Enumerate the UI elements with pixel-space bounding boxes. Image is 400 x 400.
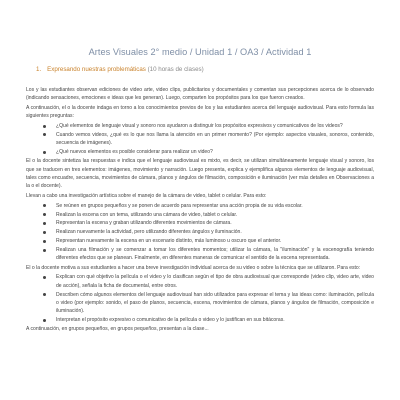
- bullet-icon: [43, 293, 46, 296]
- paragraph: Llevan a cabo una investigación artística sobre el manejo de la cámara de video, tablet o celular. Para esto:: [26, 192, 267, 199]
- list-item: Describen cómo algunos elementos del lenguaje audiovisual han sido utilizados para expresar el tema y las ideas como: iluminación, película o video (por ejemplo: sonido, el paso de planos, secuencia, escena, movimientos de cámara, planos y ángulos de filmación, composición e iluminación).: [56, 291, 374, 316]
- list-item: Representan nuevamente la escena en un escenario distinto, más luminoso u oscuro que el anterior.: [56, 237, 374, 245]
- bullet-icon: [43, 276, 46, 279]
- list-item: Se reúnen en grupos pequeños y se ponen de acuerdo para representar una acción propia de su vida escolar.: [56, 202, 374, 210]
- bullet-icon: [43, 151, 46, 154]
- paragraph: El o la docente motiva a sus estudiantes a hacer una breve investigación individual acerca de su video o sobre la técnica que se utilizaron. Para esto:: [26, 264, 361, 271]
- steps-list: [26, 202, 374, 263]
- bullet-icon: [43, 133, 46, 136]
- list-item: Realizan nuevamente la actividad, pero utilizando diferentes ángulos y iluminación.: [56, 228, 374, 236]
- activity-body: [26, 86, 374, 335]
- bullet-icon: [43, 213, 46, 216]
- bullet-icon: [43, 204, 46, 207]
- paragraph: El o la docente sintetiza las respuestas e indica que el lenguaje audiovisual es mixto, es decir, se utilizan simultáneamente lenguaje visual y sonoro, los que se traducen en tres elementos: imágenes, movimiento y narración. Luego presenta, explica y ejemplifica algunos elementos de lenguaje audiovisual, tales como encuadre, secuencia, movimientos de cámara, planos y ángulos de filmación, composición e iluminación (ver más detalles en Observaciones a la o el docente).: [26, 158, 374, 190]
- list-item: Representan la escena y graban utilizando diferentes movimientos de cámara.: [56, 219, 374, 227]
- paragraph: Los y las estudiantes observan ediciones de video arte, video clips, publicitarios y documentales y comentan sus percepciones acerca de lo observado (indicando sensaciones, emociones e ideas que les generan). Luego, comparten los propósitos para los que fueron creados.: [26, 87, 374, 102]
- bullet-icon: [43, 125, 46, 128]
- paragraph: A continuación, en grupos pequeños, en grupos pequeños, presentan a la clase...: [26, 326, 209, 333]
- list-item: Cuando vemos videos, ¿qué es lo que nos llama la atención en un primer momento? (Por ejemplo: aspectos visuales, sonoros, contenido, secuencia de imágenes).: [56, 131, 374, 148]
- bullet-icon: [43, 231, 46, 234]
- list-item: Realizan una filmación y se comenzar a tomar los diferentes momentos; utilizar la cámara, la "iluminación" y la escenografía teniendo diferentes efectos que se planean. Finalmente, en diferentes maneras de comunicar el sentido de la escena representada.: [56, 246, 374, 263]
- bullet-icon: [43, 319, 46, 322]
- bullet-icon: [43, 240, 46, 243]
- bullet-icon: [43, 249, 46, 252]
- section-note: (10 horas de clases): [147, 66, 204, 73]
- bullet-icon: [43, 222, 46, 225]
- section-number: 1.: [36, 66, 42, 73]
- page-title: Artes Visuales 2° medio / Unidad 1 / OA3 / Actividad 1: [88, 47, 312, 57]
- list-item: ¿Qué elementos de lenguaje visual y sonoro nos ayudaron a distinguir los propósitos expresivos y comunicativos de los videos?: [56, 122, 374, 130]
- list-item: Interpretan el propósito expresivo o comunicativo de la película o video y lo justifican en sus bitácoras.: [56, 316, 374, 324]
- section-heading: [36, 66, 204, 73]
- tasks-list: [26, 273, 374, 324]
- question-list: [26, 122, 374, 156]
- section-title: Expresando nuestras problemáticas: [47, 66, 146, 73]
- paragraph: A continuación, el o la docente indaga en torno a los conocimientos previos de los y las estudiantes acerca del lenguaje audiovisual. Para esto formula las siguientes preguntas:: [26, 104, 374, 120]
- list-item: ¿Qué nuevos elementos es posible considerar para realizar un video?: [56, 148, 374, 156]
- list-item: Explican con qué objetivo la película o el video y lo clasifican según el tipo de obra audiovisual que corresponde (video clip, video arte, video de acción), señala la ficha de documental, entre otros.: [56, 273, 374, 290]
- list-item: Realizan la escena con un tema, utilizando una cámara de video, tablet o celular.: [56, 211, 374, 219]
